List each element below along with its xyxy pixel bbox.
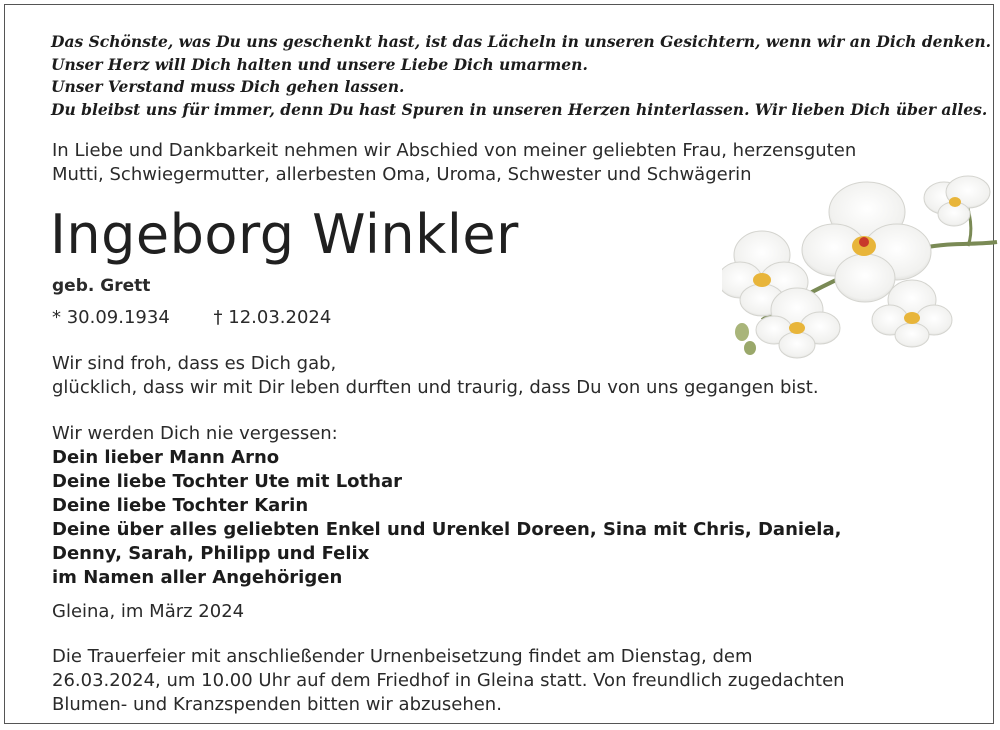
service-line: Blumen- und Kranzspenden bitten wir abzusehen. (52, 694, 502, 715)
poem-line: Unser Verstand muss Dich gehen lassen. (51, 77, 405, 96)
orchid-icon (722, 170, 998, 360)
birth-date: * 30.09.1934 (52, 307, 170, 328)
mourner-line: Deine liebe Tochter Ute mit Lothar (52, 471, 402, 492)
memory-line: Wir sind froh, dass es Dich gab, (52, 353, 337, 374)
life-dates (52, 305, 331, 331)
intro-line: In Liebe und Dankbarkeit nehmen wir Abschied von meiner geliebten Frau, herzensguten (52, 140, 857, 161)
mourner-line: Dein lieber Mann Arno (52, 447, 280, 468)
mourner-line: Deine über alles geliebten Enkel und Urenkel Doreen, Sina mit Chris, Daniela, (52, 519, 842, 540)
service-line: Die Trauerfeier mit anschließender Urnenbeisetzung findet am Dienstag, dem (52, 646, 753, 667)
intro-line: Mutti, Schwiegermutter, allerbesten Oma, Uroma, Schwester und Schwägerin (52, 164, 752, 185)
poem (51, 31, 991, 121)
mourner-line: Deine liebe Tochter Karin (52, 495, 309, 516)
memory-text (52, 352, 819, 400)
poem-line: Unser Herz will Dich halten und unsere Liebe Dich umarmen. (51, 54, 588, 74)
mourner-line: im Namen aller Angehörigen (52, 567, 343, 588)
place-date: Gleina, im März 2024 (52, 601, 245, 622)
death-date: † 12.03.2024 (213, 307, 332, 328)
service-line: 26.03.2024, um 10.00 Uhr auf dem Friedhof in Gleina statt. Von freundlich zugedachten (52, 670, 845, 691)
mourners-heading: Wir werden Dich nie vergessen: (52, 423, 338, 444)
poem-line: Du bleibst uns für immer, denn Du hast Spuren in unseren Herzen hinterlassen. Wir lieben Dich über alles. (51, 99, 988, 119)
poem-line: Das Schönste, was Du uns geschenkt hast, ist das Lächeln in unseren Gesichtern, wenn wir an Dich denken. (51, 32, 992, 51)
mourner-line: Denny, Sarah, Philipp und Felix (52, 543, 370, 564)
deceased-name: Ingeborg Winkler (50, 203, 519, 266)
memory-line: glücklich, dass wir mit Dir leben durften und traurig, dass Du von uns gegangen bist. (52, 377, 819, 398)
service-info (52, 645, 845, 717)
mourners-block (52, 422, 841, 590)
maiden-name: geb. Grett (52, 276, 151, 296)
